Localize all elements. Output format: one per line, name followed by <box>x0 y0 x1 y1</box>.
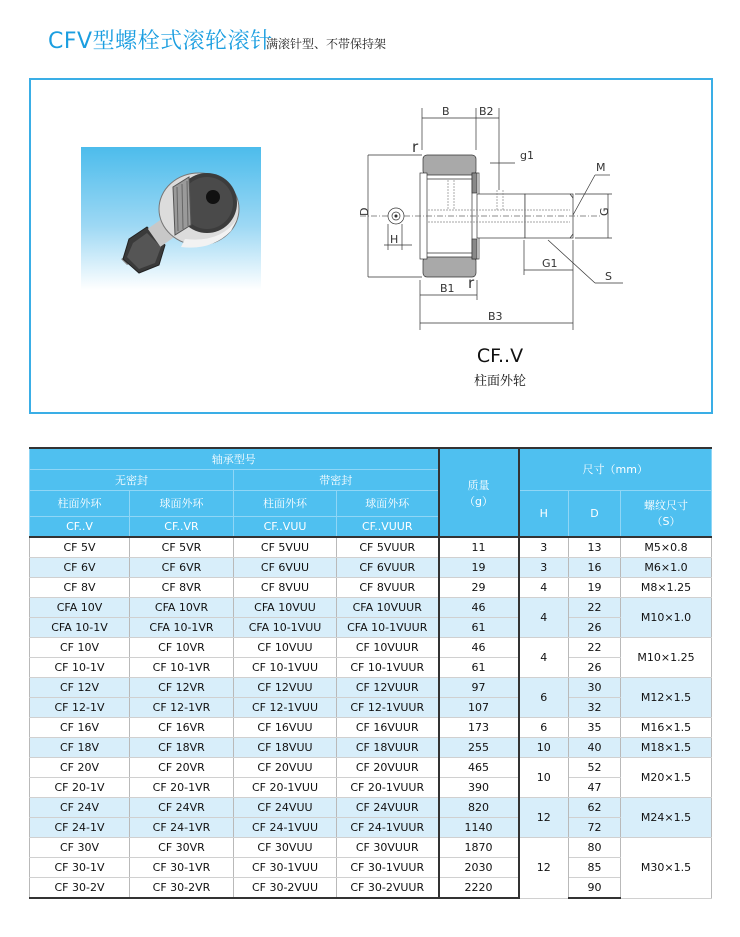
model-cell: CF 18VR <box>130 738 234 758</box>
model-cell: CF 12-1V <box>30 698 130 718</box>
d-cell: 85 <box>569 858 621 878</box>
mass-cell: 97 <box>439 678 519 698</box>
h-cell: 4 <box>519 578 569 598</box>
d-cell: 22 <box>569 638 621 658</box>
model-cell: CF 18V <box>30 738 130 758</box>
header-unsealed: 无密封 <box>30 469 234 490</box>
model-cell: CFA 10VUU <box>234 598 337 618</box>
header-thread-label: 螺纹尺寸 <box>644 499 688 513</box>
model-cell: CFA 10VUUR <box>337 598 439 618</box>
model-cell: CF 24V <box>30 798 130 818</box>
h-cell: 10 <box>519 738 569 758</box>
bearing-photo <box>81 147 261 290</box>
dim-label-m: M <box>596 161 606 174</box>
dim-label-b2: B2 <box>479 105 494 118</box>
h-cell: 6 <box>519 678 569 718</box>
header-dims: 尺寸（mm） <box>519 448 712 490</box>
model-cell: CF 10V <box>30 638 130 658</box>
model-cell: CF 8V <box>30 578 130 598</box>
thread-cell: M20×1.5 <box>621 758 712 798</box>
d-cell: 26 <box>569 658 621 678</box>
mass-cell: 1140 <box>439 818 519 838</box>
mass-cell: 29 <box>439 578 519 598</box>
model-cell: CF 30-2V <box>30 878 130 899</box>
model-cell: CF 5VR <box>130 537 234 558</box>
model-cell: CF 24VUUR <box>337 798 439 818</box>
model-cell: CF 10VR <box>130 638 234 658</box>
mass-cell: 46 <box>439 638 519 658</box>
model-cell: CF 8VUUR <box>337 578 439 598</box>
model-cell: CF 30VUU <box>234 838 337 858</box>
model-cell: CF 20-1VUUR <box>337 778 439 798</box>
model-cell: CF 30VUUR <box>337 838 439 858</box>
h-cell: 3 <box>519 537 569 558</box>
mass-cell: 465 <box>439 758 519 778</box>
model-cell: CF 30-1V <box>30 858 130 878</box>
header-series-2: CF..VR <box>130 516 234 537</box>
mass-cell: 2030 <box>439 858 519 878</box>
model-cell: CF 8VR <box>130 578 234 598</box>
model-cell: CF 30-2VUU <box>234 878 337 899</box>
d-cell: 72 <box>569 818 621 838</box>
d-cell: 47 <box>569 778 621 798</box>
header-type-2: 球面外环 <box>130 490 234 516</box>
dim-label-b: B <box>442 105 450 118</box>
header-mass <box>439 448 519 537</box>
h-cell: 10 <box>519 758 569 798</box>
dimension-drawing <box>340 90 630 350</box>
model-cell: CF 30-1VUU <box>234 858 337 878</box>
mass-cell: 173 <box>439 718 519 738</box>
dim-label-b1: B1 <box>440 282 455 295</box>
model-cell: CF 20VUU <box>234 758 337 778</box>
table-row <box>30 578 712 598</box>
header-thread <box>621 490 712 537</box>
mass-cell: 19 <box>439 558 519 578</box>
model-cell: CF 12-1VR <box>130 698 234 718</box>
model-cell: CF 16VR <box>130 718 234 738</box>
header-d: D <box>569 490 621 537</box>
mass-cell: 820 <box>439 798 519 818</box>
h-cell: 12 <box>519 798 569 838</box>
thread-cell: M8×1.25 <box>621 578 712 598</box>
thread-cell: M5×0.8 <box>621 537 712 558</box>
h-cell: 6 <box>519 718 569 738</box>
dim-label-g1-small: g1 <box>520 149 534 162</box>
mass-cell: 107 <box>439 698 519 718</box>
h-cell: 4 <box>519 638 569 678</box>
d-cell: 90 <box>569 878 621 899</box>
model-cell: CF 6VUU <box>234 558 337 578</box>
model-cell: CF 12VR <box>130 678 234 698</box>
dim-label-b3: B3 <box>488 310 503 323</box>
header-series-3: CF..VUU <box>234 516 337 537</box>
model-cell: CF 18VUUR <box>337 738 439 758</box>
model-cell: CFA 10VR <box>130 598 234 618</box>
thread-cell: M16×1.5 <box>621 718 712 738</box>
model-cell: CF 12-1VUU <box>234 698 337 718</box>
table-row <box>30 698 712 718</box>
header-sealed: 带密封 <box>234 469 439 490</box>
thread-cell: M10×1.25 <box>621 638 712 678</box>
model-cell: CF 30-1VUUR <box>337 858 439 878</box>
h-cell: 12 <box>519 838 569 899</box>
model-cell: CF 24-1VR <box>130 818 234 838</box>
d-cell: 13 <box>569 537 621 558</box>
model-cell: CF 5VUU <box>234 537 337 558</box>
dim-label-s: S <box>605 270 612 283</box>
table-row <box>30 758 712 778</box>
d-cell: 32 <box>569 698 621 718</box>
d-cell: 26 <box>569 618 621 638</box>
mass-cell: 61 <box>439 618 519 638</box>
model-cell: CF 20-1VR <box>130 778 234 798</box>
model-cell: CF 30-2VUUR <box>337 878 439 899</box>
header-series-4: CF..VUUR <box>337 516 439 537</box>
model-cell: CF 5VUUR <box>337 537 439 558</box>
thread-cell: M30×1.5 <box>621 838 712 899</box>
model-cell: CFA 10-1V <box>30 618 130 638</box>
thread-cell: M12×1.5 <box>621 678 712 718</box>
page-title: CFV型螺栓式滚轮滚针 <box>48 29 273 54</box>
model-cell: CF 6V <box>30 558 130 578</box>
model-cell: CF 30-1VR <box>130 858 234 878</box>
table-row <box>30 537 712 558</box>
model-cell: CF 10-1VUUR <box>337 658 439 678</box>
mass-cell: 11 <box>439 537 519 558</box>
table-row <box>30 678 712 698</box>
header-type-1: 柱面外环 <box>30 490 130 516</box>
model-cell: CF 24-1V <box>30 818 130 838</box>
header-mass-unit: （g） <box>464 494 493 508</box>
table-row <box>30 598 712 618</box>
table-row <box>30 798 712 818</box>
model-cell: CF 24-1VUUR <box>337 818 439 838</box>
header-bearing-model: 轴承型号 <box>30 448 439 469</box>
model-cell: CF 18VUU <box>234 738 337 758</box>
model-cell: CF 24VUU <box>234 798 337 818</box>
model-cell: CF 20-1VUU <box>234 778 337 798</box>
header-mass-label: 质量 <box>467 478 490 492</box>
dim-label-d: D <box>358 207 371 216</box>
table-row <box>30 738 712 758</box>
d-cell: 80 <box>569 838 621 858</box>
d-cell: 16 <box>569 558 621 578</box>
model-cell: CF 20-1V <box>30 778 130 798</box>
h-cell: 4 <box>519 598 569 638</box>
spec-table <box>29 447 712 899</box>
header-thread-unit: （S） <box>651 515 681 529</box>
d-cell: 40 <box>569 738 621 758</box>
table-row <box>30 778 712 798</box>
mass-cell: 390 <box>439 778 519 798</box>
d-cell: 30 <box>569 678 621 698</box>
dim-label-r-top: r <box>412 138 419 156</box>
model-cell: CF 10-1VUU <box>234 658 337 678</box>
model-cell: CF 12VUUR <box>337 678 439 698</box>
dim-label-r-bottom: r <box>468 274 475 292</box>
model-cell: CF 16VUU <box>234 718 337 738</box>
model-cell: CF 6VUUR <box>337 558 439 578</box>
model-cell: CF 8VUU <box>234 578 337 598</box>
model-cell: CF 12VUU <box>234 678 337 698</box>
model-cell: CF 5V <box>30 537 130 558</box>
model-cell: CF 10VUUR <box>337 638 439 658</box>
model-cell: CF 24VR <box>130 798 234 818</box>
model-cell: CFA 10-1VR <box>130 618 234 638</box>
thread-cell: M24×1.5 <box>621 798 712 838</box>
mass-cell: 61 <box>439 658 519 678</box>
model-cell: CF 12V <box>30 678 130 698</box>
model-cell: CF 10VUU <box>234 638 337 658</box>
thread-cell: M18×1.5 <box>621 738 712 758</box>
mass-cell: 2220 <box>439 878 519 899</box>
model-cell: CF 24-1VUU <box>234 818 337 838</box>
header-type-4: 球面外环 <box>337 490 439 516</box>
header-h: H <box>519 490 569 537</box>
model-cell: CFA 10-1VUU <box>234 618 337 638</box>
model-cell: CF 20VR <box>130 758 234 778</box>
model-cell: CF 16VUUR <box>337 718 439 738</box>
header-type-3: 柱面外环 <box>234 490 337 516</box>
mass-cell: 1870 <box>439 838 519 858</box>
model-cell: CF 10-1V <box>30 658 130 678</box>
model-cell: CF 20VUUR <box>337 758 439 778</box>
drawing-caption-model: CF..V <box>476 345 524 367</box>
dim-label-g1: G1 <box>542 257 558 270</box>
d-cell: 35 <box>569 718 621 738</box>
mass-cell: 255 <box>439 738 519 758</box>
table-row <box>30 638 712 658</box>
table-row <box>30 818 712 838</box>
table-row <box>30 618 712 638</box>
table-row <box>30 878 712 899</box>
thread-cell: M6×1.0 <box>621 558 712 578</box>
d-cell: 22 <box>569 598 621 618</box>
model-cell: CF 30V <box>30 838 130 858</box>
model-cell: CF 6VR <box>130 558 234 578</box>
dim-label-h: H <box>390 233 399 246</box>
dim-label-g: G <box>598 207 611 216</box>
model-cell: CFA 10V <box>30 598 130 618</box>
table-row <box>30 718 712 738</box>
model-cell: CF 20V <box>30 758 130 778</box>
table-row <box>30 558 712 578</box>
table-row <box>30 658 712 678</box>
model-cell: CF 30-2VR <box>130 878 234 899</box>
model-cell: CF 16V <box>30 718 130 738</box>
d-cell: 52 <box>569 758 621 778</box>
h-cell: 3 <box>519 558 569 578</box>
mass-cell: 46 <box>439 598 519 618</box>
table-row <box>30 838 712 858</box>
header-series-1: CF..V <box>30 516 130 537</box>
model-cell: CFA 10-1VUUR <box>337 618 439 638</box>
page-subtitle: 满滚针型、不带保持架 <box>266 37 387 51</box>
model-cell: CF 10-1VR <box>130 658 234 678</box>
d-cell: 19 <box>569 578 621 598</box>
model-cell: CF 12-1VUUR <box>337 698 439 718</box>
model-cell: CF 30VR <box>130 838 234 858</box>
thread-cell: M10×1.0 <box>621 598 712 638</box>
d-cell: 62 <box>569 798 621 818</box>
drawing-caption-type: 柱面外轮 <box>473 374 526 389</box>
table-row <box>30 858 712 878</box>
